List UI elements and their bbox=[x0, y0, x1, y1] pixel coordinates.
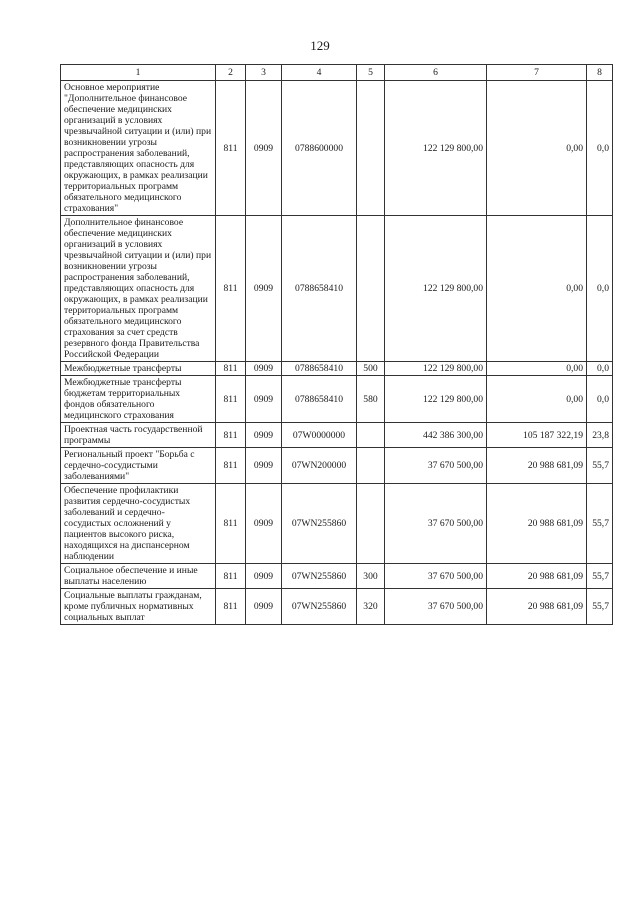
row-expense-type: 320 bbox=[357, 589, 385, 625]
row-admin-code: 811 bbox=[216, 81, 246, 216]
table-row bbox=[61, 564, 613, 589]
row-target-code: 0788658410 bbox=[282, 362, 357, 376]
row-percent: 55,7 bbox=[587, 564, 613, 589]
row-name: Межбюджетные трансферты бюджетам территориальных фондов обязательного медицинского страхования bbox=[61, 376, 216, 423]
header-col-8: 8 bbox=[587, 65, 613, 81]
budget-table bbox=[60, 64, 613, 625]
row-percent: 55,7 bbox=[587, 484, 613, 564]
row-actual-amount: 0,00 bbox=[487, 216, 587, 362]
row-expense-type: 580 bbox=[357, 376, 385, 423]
row-actual-amount: 0,00 bbox=[487, 362, 587, 376]
row-section-code: 0909 bbox=[246, 362, 282, 376]
row-target-code: 07WN255860 bbox=[282, 589, 357, 625]
row-name: Социальное обеспечение и иные выплаты населению bbox=[61, 564, 216, 589]
row-admin-code: 811 bbox=[216, 216, 246, 362]
row-name: Проектная часть государственной программы bbox=[61, 423, 216, 448]
row-admin-code: 811 bbox=[216, 423, 246, 448]
table-row bbox=[61, 448, 613, 484]
row-target-code: 07WN255860 bbox=[282, 564, 357, 589]
header-col-3: 3 bbox=[246, 65, 282, 81]
row-actual-amount: 105 187 322,19 bbox=[487, 423, 587, 448]
row-planned-amount: 122 129 800,00 bbox=[385, 362, 487, 376]
row-admin-code: 811 bbox=[216, 362, 246, 376]
row-planned-amount: 37 670 500,00 bbox=[385, 589, 487, 625]
row-target-code: 0788600000 bbox=[282, 81, 357, 216]
row-planned-amount: 122 129 800,00 bbox=[385, 376, 487, 423]
row-planned-amount: 37 670 500,00 bbox=[385, 448, 487, 484]
header-col-4: 4 bbox=[282, 65, 357, 81]
header-col-1: 1 bbox=[61, 65, 216, 81]
row-section-code: 0909 bbox=[246, 564, 282, 589]
row-actual-amount: 20 988 681,09 bbox=[487, 589, 587, 625]
row-name: Региональный проект "Борьба с сердечно-сосудистыми заболеваниями" bbox=[61, 448, 216, 484]
row-planned-amount: 37 670 500,00 bbox=[385, 564, 487, 589]
row-section-code: 0909 bbox=[246, 81, 282, 216]
table-row bbox=[61, 376, 613, 423]
row-section-code: 0909 bbox=[246, 423, 282, 448]
row-percent: 0,0 bbox=[587, 376, 613, 423]
header-col-6: 6 bbox=[385, 65, 487, 81]
row-expense-type bbox=[357, 448, 385, 484]
table-row bbox=[61, 589, 613, 625]
row-expense-type: 500 bbox=[357, 362, 385, 376]
row-section-code: 0909 bbox=[246, 376, 282, 423]
row-percent: 0,0 bbox=[587, 362, 613, 376]
page-number: 129 bbox=[310, 38, 330, 53]
row-percent: 55,7 bbox=[587, 589, 613, 625]
row-expense-type bbox=[357, 81, 385, 216]
row-admin-code: 811 bbox=[216, 376, 246, 423]
row-name: Дополнительное финансовое обеспечение медицинских организаций в условиях чрезвычайной ситуации и (или) при возникновении угрозы распространения заболеваний, представляющих опасность для окружающих, в рамках реализации территориальных программ обязательного медицинского страхования за счет средств резервного фонда Правительства Российской Федерации bbox=[61, 216, 216, 362]
row-admin-code: 811 bbox=[216, 589, 246, 625]
table-row bbox=[61, 81, 613, 216]
row-actual-amount: 0,00 bbox=[487, 81, 587, 216]
row-section-code: 0909 bbox=[246, 484, 282, 564]
row-target-code: 0788658410 bbox=[282, 376, 357, 423]
header-col-2: 2 bbox=[216, 65, 246, 81]
row-name: Основное мероприятие "Дополнительное финансовое обеспечение медицинских организаций в условиях чрезвычайной ситуации и (или) при возникновении угрозы распространения заболеваний, представляющих опасность для окружающих, в рамках реализации территориальных программ обязательного медицинского страхования" bbox=[61, 81, 216, 216]
row-expense-type: 300 bbox=[357, 564, 385, 589]
row-percent: 0,0 bbox=[587, 216, 613, 362]
row-planned-amount: 122 129 800,00 bbox=[385, 216, 487, 362]
row-percent: 23,8 bbox=[587, 423, 613, 448]
row-target-code: 07WN255860 bbox=[282, 484, 357, 564]
row-expense-type bbox=[357, 484, 385, 564]
row-planned-amount: 37 670 500,00 bbox=[385, 484, 487, 564]
table-row bbox=[61, 362, 613, 376]
row-name: Обеспечение профилактики развития сердечно-сосудистых заболеваний и сердечно-сосудистых осложнений у пациентов высокого риска, находящихся на диспансерном наблюдении bbox=[61, 484, 216, 564]
row-actual-amount: 20 988 681,09 bbox=[487, 484, 587, 564]
row-percent: 0,0 bbox=[587, 81, 613, 216]
table-row bbox=[61, 423, 613, 448]
row-actual-amount: 20 988 681,09 bbox=[487, 564, 587, 589]
row-percent: 55,7 bbox=[587, 448, 613, 484]
row-expense-type bbox=[357, 423, 385, 448]
row-target-code: 07WN200000 bbox=[282, 448, 357, 484]
row-admin-code: 811 bbox=[216, 564, 246, 589]
table-header-row bbox=[61, 65, 613, 81]
row-actual-amount: 20 988 681,09 bbox=[487, 448, 587, 484]
row-actual-amount: 0,00 bbox=[487, 376, 587, 423]
row-target-code: 07W0000000 bbox=[282, 423, 357, 448]
row-planned-amount: 122 129 800,00 bbox=[385, 81, 487, 216]
row-admin-code: 811 bbox=[216, 484, 246, 564]
row-expense-type bbox=[357, 216, 385, 362]
row-section-code: 0909 bbox=[246, 216, 282, 362]
row-section-code: 0909 bbox=[246, 589, 282, 625]
row-admin-code: 811 bbox=[216, 448, 246, 484]
table-row bbox=[61, 216, 613, 362]
header-col-7: 7 bbox=[487, 65, 587, 81]
row-target-code: 0788658410 bbox=[282, 216, 357, 362]
table-row bbox=[61, 484, 613, 564]
row-planned-amount: 442 386 300,00 bbox=[385, 423, 487, 448]
header-col-5: 5 bbox=[357, 65, 385, 81]
row-name: Социальные выплаты гражданам, кроме публичных нормативных социальных выплат bbox=[61, 589, 216, 625]
row-section-code: 0909 bbox=[246, 448, 282, 484]
row-name: Межбюджетные трансферты bbox=[61, 362, 216, 376]
